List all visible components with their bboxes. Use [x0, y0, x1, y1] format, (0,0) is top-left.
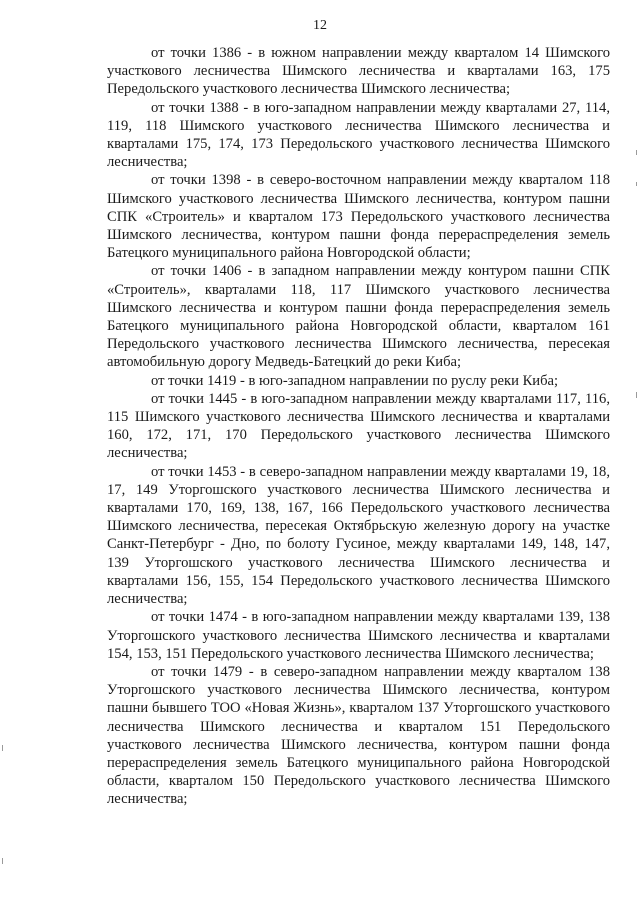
paragraph: от точки 1479 - в северо-западном направлении между кварталом 138 Уторгошского участкового лесничества Шимского лесничества, контуром пашни бывшего ТОО «Новая Жизнь», кварталом 137 Уторгошского участкового лесничества Шимского лесничества и кварталом 151 Передольского участкового лесничества Шимского лесничества, контуром пашни фонда перераспределения земель Батецкого муниципального района Новгородской области, кварталом 150 Передольского участкового лесничества Шимского лесничества; [107, 663, 610, 808]
paragraph: от точки 1445 - в юго-западном направлении между кварталами 117, 116, 115 Шимского участкового лесничества Шимского лесничества и кварталами 160, 172, 171, 170 Передольского участкового лесничества Шимского лесничества; [107, 390, 610, 462]
paragraph: от точки 1453 - в северо-западном направлении между кварталами 19, 18, 17, 149 Уторгошского участкового лесничества Шимского лесничества и кварталами 170, 169, 138, 167, 166 Передольского участкового лесничества Шимского лесничества, пересекая Октябрьскую железную дорогу на участке Санкт-Петербург - Дно, по болоту Гусиное, между кварталами 149, 148, 147, 139 Уторгошского участкового лесничества Шимского лесничества и кварталами 156, 155, 154 Передольского участкового лесничества Шимского лесничества; [107, 463, 610, 608]
paragraph: от точки 1474 - в юго-западном направлении между кварталами 139, 138 Уторгошского участкового лесничества Шимского лесничества и кварталами 154, 153, 151 Передольского участкового лесничества Шимского лесничества; [107, 609, 610, 662]
paragraph: от точки 1386 - в южном направлении между кварталом 14 Шимского участкового лесничества Шимского лесничества и кварталами 163, 175 Передольского участкового лесничества Шимского лесничества; [107, 45, 610, 98]
scan-mark [636, 392, 637, 398]
document-body [107, 44, 610, 809]
scan-mark [2, 858, 3, 864]
paragraph: от точки 1398 - в северо-восточном направлении между кварталом 118 Шимского участкового лесничества Шимского лесничества, контуром пашни СПК «Строитель» и кварталом 173 Передольского участкового лесничества Шимского лесничества, контуром пашни фонда перераспределения земель Батецкого муниципального района Новгородской области; [107, 172, 610, 262]
scan-mark [2, 745, 3, 751]
paragraph: от точки 1406 - в западном направлении между контуром пашни СПК «Строитель», кварталами 118, 117 Шимского участкового лесничества Шимского лесничества и контуром пашни фонда перераспределения земель Батецкого муниципального района Новгородской области, кварталом 161 Передольского участкового лесничества Шимского лесничества, пересекая автомобильную дорогу Медведь-Батецкий до реки Киба; [107, 263, 610, 371]
scan-mark [636, 182, 637, 186]
paragraph: от точки 1419 - в юго-западном направлении по руслу реки Киба; [151, 372, 559, 389]
page-number: 12 [313, 18, 327, 33]
scan-mark [636, 150, 637, 155]
paragraph: от точки 1388 - в юго-западном направлении между кварталами 27, 114, 119, 118 Шимского участкового лесничества Шимского лесничества и кварталами 175, 174, 173 Передольского участкового лесничества Шимского лесничества; [107, 99, 610, 171]
